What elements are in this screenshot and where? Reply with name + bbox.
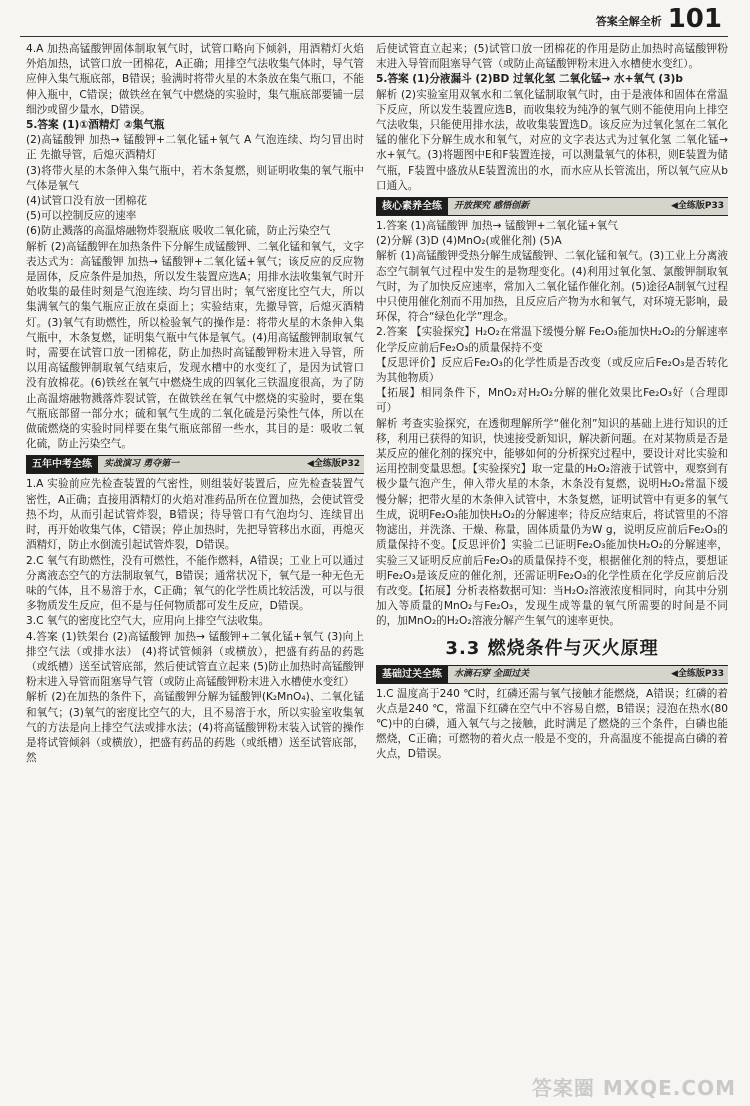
core-answer-1-parts: (2)分解 (3)D (4)MnO₂(或催化剂) (5)A <box>376 235 562 248</box>
exam-answer-5: 5.答案 (1)分液漏斗 (2)BD 过氧化氢 二氧化锰→ 水+氧气 (3)b <box>376 73 683 86</box>
exam-answer-4-analysis: 解析 (2)在加热的条件下，高锰酸钾分解为锰酸钾(K₂MnO₄)、二氧化锰和氧气；(3)氧气的密度比空气的大，且不易溶于水，所以实验室收集氧气的方法是向上排空气法或排水法；(4)将高锰酸钾粉末装入试管的操作是将试管倾斜（或横放），把盛有药品的药匙（或纸槽）送至试管底部，然 <box>26 691 364 765</box>
exam-answer-5-analysis: 解析 (2)实验室用双氧水和二氧化锰制取氧气时，由于是液体和固体在常温下反应，所以发生装置应选B，而收集较为纯净的氧气则不能使用向上排空气法收集，只能使用排水法，故收集装置选D。该反应为过氧化氢在二氧化锰的催化下分解生成水和氧气，对应的文字表达式为过氧化氢 二氧化锰→ 水+氧气。(3)将题图中E和F装置连接，可以测量氧气的体积，则E装置为储气瓶，F装置中盛放从E装置流出的水，而水应从长管流出，所以氧气应从b口通入。 <box>376 88 728 192</box>
banner-subtitle: 开放探究 感悟创新 <box>454 201 530 212</box>
header-label: 答案全解全析 <box>595 14 662 28</box>
answer-5-part2: (2)高锰酸钾 加热→ 锰酸钾+二氧化锰+氧气 A 气泡连续、均匀冒出时 正 先撤导管，后熄灭酒精灯 <box>26 134 364 162</box>
exam-answer-4: 4.答案 (1)铁架台 (2)高锰酸钾 加热→ 锰酸钾+二氧化锰+氧气 (3)向上排空气法（或排水法） (4)将试管倾斜（或横放），把盛有药品的药匙（或纸槽）送至试管底部，然后使试管直立起来 (5)防止加热时高锰酸钾粉末进入导管而阻塞导气管（或防止高锰酸钾粉末进入水槽使水变红） <box>26 630 364 689</box>
answer-4: 4.A 加热高锰酸钾固体制取氧气时，试管口略向下倾斜，用酒精灯火焰外焰加热，试管口放一团棉花，A正确；用排空气法收集气体时，导气管应伸入集气瓶底部，B错误；验满时将带火星的木条放在集气瓶口，不能伸入瓶中，C错误；做铁丝在氧气中燃烧的实验时，集气瓶底部要铺一层细沙或留少量水，D错误。 <box>26 43 364 116</box>
banner-subtitle: 水滴石穿 全面过关 <box>454 668 530 679</box>
exam-answer-1: 1.A 实验前应先检查装置的气密性，则组装好装置后，应先检查装置气密性，A正确；直接用酒精灯的火焰对准药品所在位置加热，会使试管受热不均，从而引起试管炸裂，B错误；待导管口有气泡均匀、连续冒出时，再开始收集气体，C错误；停止加热时，先把导管移出水面，再熄灭酒精灯，防止水倒流引起试管炸裂，D错误。 <box>26 478 364 552</box>
page-number: 101 <box>667 4 722 34</box>
header-rule <box>20 36 728 37</box>
answer-5-part3: (3)将带火星的木条伸入集气瓶中，若木条复燃，则证明收集的氧气瓶中气体是氧气 <box>26 164 364 192</box>
core-answer-2: 2.答案 【实验探究】H₂O₂在常温下缓慢分解 Fe₂O₃能加快H₂O₂的分解速率 化学反应前后Fe₂O₃的质量保持不变 <box>376 326 728 354</box>
core-answer-2-reflection: 【反思评价】反应后Fe₂O₃的化学性质是否改变（或反应后Fe₂O₃是否转化为其他物质） <box>376 356 728 385</box>
answer-5-part4: (4)试管口没有放一团棉花 <box>26 195 147 208</box>
core-answer-2-extension: 【拓展】相同条件下，MnO₂对H₂O₂分解的催化效果比Fe₂O₃好（合理即可） <box>376 387 728 415</box>
answer-5-part5: (5)可以控制反应的速率 <box>26 210 137 223</box>
exam-answer-3: 3.C 氧气的密度比空气大，应用向上排空气法收集。 <box>26 615 270 628</box>
core-answer-2-analysis: 解析 考查实验探究，在透彻理解所学“催化剂”知识的基础上进行知识的迁移，利用已获得的知识，快速接受新知识，解决新问题。在对某物质是否是某反应的催化剂的探究中，能够如何的分析探究过程中，要设计对比实验和运用控制变量思想。【实验探究】取一定量的H₂O₂溶液于试管中，观察到有极少量气泡产生，伸入带火星的木条，木条没有复燃，说明H₂O₂常温下缓慢分解；把带火星的木条伸入试管中，木条复燃，证明试管中有更多的氧气生成，说明Fe₂O₃能加快H₂O₂的分解速率；待反应结束后，将试管里的不溶物滤出，并洗涤、干燥、称量，固体质量仍为W g，说明反应前后Fe₂O₃的质量保持不变。【反思评价】实验二已证明Fe₂O₃能加快H₂O₂的分解速率，实验三又证明反应前后Fe₂O₃的质量保持不变，根据催化剂的特点，要想证明Fe₂O₃是该反应的催化剂，还需证明Fe₂O₃的化学性质在化学反应前后没有改变。【拓展】分析表格数据可知：当H₂O₂溶液浓度相同时，向其中分别加入等质量的MnO₂与Fe₂O₃，发现生成等量的氧气所需要的时间是不同的，加MnO₂的H₂O₂溶液分解产生氧气的速率更快。 <box>376 417 728 628</box>
banner-version: ◀全练版P33 <box>670 668 724 679</box>
left-column <box>26 42 364 766</box>
answer-5-part6: (6)防止溅落的高温熔融物炸裂瓶底 吸收二氧化硫，防止污染空气 <box>26 225 331 238</box>
answer-5-title: 5.答案 (1)①酒精灯 ②集气瓶 <box>26 119 165 132</box>
exam-answer-2: 2.C 氧气有助燃性，没有可燃性，不能作燃料，A错误；工业上可以通过分离液态空气的方法制取氧气，B错误；通常状况下，氧气是一种无色无味的气体，且不易溶于水，C正确；氧气的化学性质比较活泼，可以与很多物质发生反应，但不是与任何物质都可发生反应，D错误。 <box>26 554 364 613</box>
section-title: 3.3 燃烧条件与灭火原理 <box>445 637 659 659</box>
banner-title: 核心素养全练 <box>376 198 448 215</box>
banner-version: ◀全练版P33 <box>670 201 724 212</box>
page-header <box>596 4 722 34</box>
banner-title: 基础过关全练 <box>376 666 448 683</box>
exam-answer-4-continued: 后使试管直立起来；(5)试管口放一团棉花的作用是防止加热时高锰酸钾粉末进入导管而阻塞导气管（或防止高锰酸钾粉末进入水槽使水变红）。 <box>376 43 728 71</box>
right-column <box>376 42 728 763</box>
answer-5-analysis: 解析 (2)高锰酸钾在加热条件下分解生成锰酸钾、二氧化锰和氧气，文字表达式为：高锰酸钾 加热→ 锰酸钾+二氧化锰+氧气；该反应的反应物是固体，反应条件是加热，所以发生装置应选A；用排水法收集氧气时开始收集的最佳时刻是气泡连续、均匀冒出时；氧气密度比空气大，所以集满氧气的集气瓶应正放在桌面上；实验结束，先撤导管，后熄灭酒精灯。(3)氧气有助燃性，所以检验氧气的操作是：将带火星的木条伸入集气瓶中，木条复燃，证明集气瓶中气体是氧气。(4)用高锰酸钾制取氧气时，需要在试管口放一团棉花，防止加热时高锰酸钾粉末进入导管，所以用高锰酸钾制取氧气结束后，发现水槽中的水变红了，是因为试管口没有放棉花。(6)铁丝在氧气中燃烧生成的四氧化三铁温度很高，为了防止高温熔融物溅落炸裂试管，在做铁丝在氧气中燃烧的实验时，要在集气瓶底部留一部分水；硫和氧气生成的二氧化硫是污染性气体，所以在做硫燃烧的实验时同样要在集气瓶底部留一些水，其目的是：吸收二氧化硫，防止污染空气。 <box>26 240 364 451</box>
banner-version: ◀全练版P32 <box>306 459 360 470</box>
banner-subtitle: 实战演习 勇夺第一 <box>104 459 180 470</box>
section-banner-core <box>376 197 728 216</box>
watermark-logo: 答案圈 MXQE.COM <box>531 1075 736 1100</box>
section-banner-basic <box>376 665 728 684</box>
core-answer-1: 1.答案 (1)高锰酸钾 加热→ 锰酸钾+二氧化锰+氧气 <box>376 220 618 233</box>
banner-title: 五年中考全练 <box>26 456 98 473</box>
section-banner-exam <box>26 455 364 474</box>
core-answer-1-analysis: 解析 (1)高锰酸钾受热分解生成锰酸钾、二氧化锰和氧气。(3)工业上分离液态空气制氧气过程中发生的是物理变化。(4)利用过氧化氢、氯酸钾制取氧气时，为了加快反应速率，常加入二氧化锰作催化剂。(5)途径A制氧气过程中只使用催化剂而不用加热，且反应后产物为水和氧气，对环境无影响，最环保，符合“绿色化学”理念。 <box>376 250 728 324</box>
basic-answer-1: 1.C 温度高于240 ℃时，红磷还需与氧气接触才能燃烧，A错误；红磷的着火点是240 ℃，常温下红磷在空气中不容易自燃，B错误；浸泡在热水(80 ℃)中的白磷，通入氧气与之接触，此时满足了燃烧的三个条件，白磷也能燃烧，C正确；可燃物的着火点一般是不变的，升高温度不能提高白磷的着火点，D错误。 <box>376 687 728 761</box>
